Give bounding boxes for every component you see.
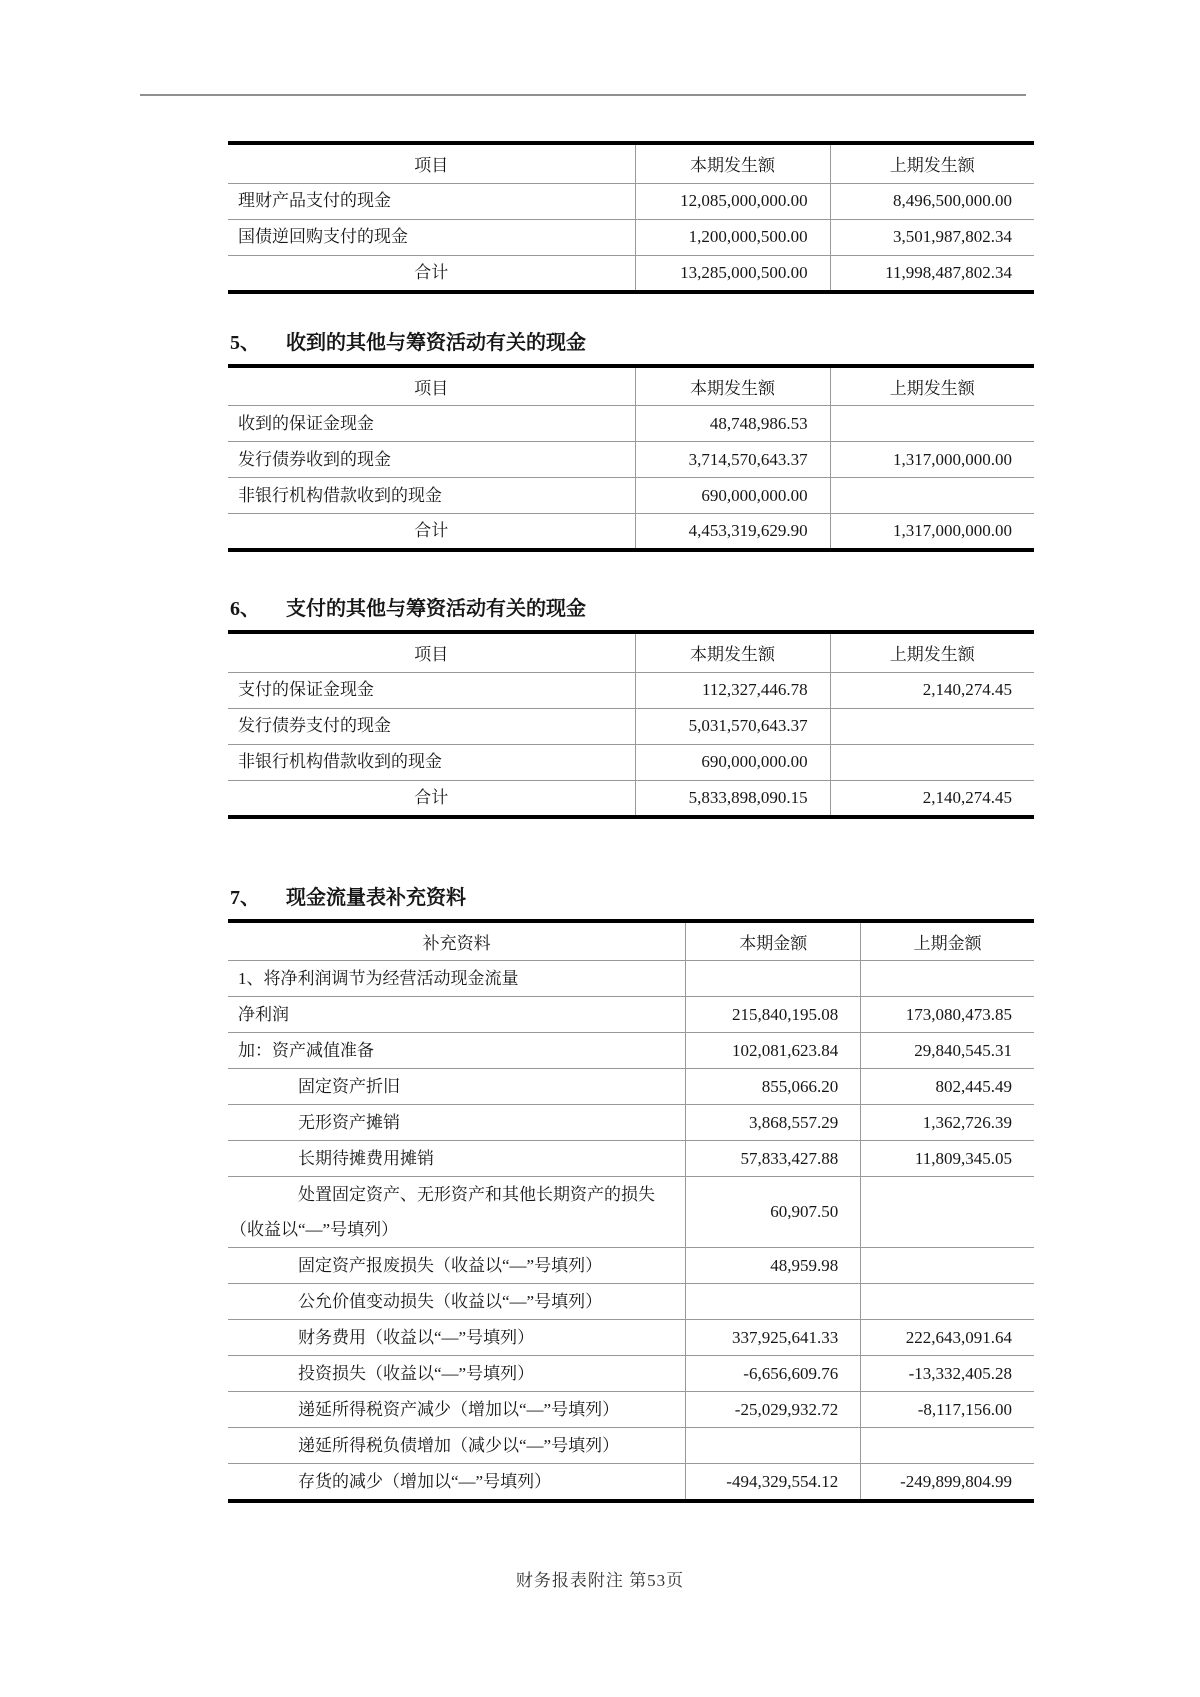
prior-amount: -8,117,156.00	[861, 1392, 1034, 1428]
column-header: 本期发生额	[635, 366, 830, 406]
section-number: 5、	[230, 331, 260, 354]
row-label-text: 支付的保证金现金	[238, 680, 374, 699]
row-label-text: 国债逆回购支付的现金	[238, 227, 408, 246]
row-label-text: 长期待摊费用摊销	[298, 1149, 434, 1168]
table-row	[228, 744, 1034, 780]
prior-amount	[830, 708, 1034, 744]
current-amount: 3,714,570,643.37	[635, 442, 830, 478]
column-header: 项目	[228, 366, 635, 406]
row-label-text: 理财产品支付的现金	[238, 191, 391, 210]
table-row	[228, 1356, 1034, 1392]
section-5-title	[230, 330, 1034, 356]
row-label-text: 处置固定资产、无形资产和其他长期资产的损失	[298, 1185, 655, 1204]
section-title-text: 收到的其他与筹资活动有关的现金	[286, 331, 586, 354]
row-label	[228, 442, 635, 478]
column-header: 项目	[228, 632, 635, 672]
row-label-text: 加：资产减值准备	[238, 1041, 374, 1060]
section-title-text: 支付的其他与筹资活动有关的现金	[286, 598, 586, 620]
prior-amount: 173,080,473.85	[861, 997, 1034, 1033]
table-row	[228, 1069, 1034, 1105]
section-title-text: 现金流量表补充资料	[286, 886, 466, 909]
prior-amount	[861, 1428, 1034, 1464]
current-amount: 48,959.98	[686, 1248, 861, 1284]
current-amount: 13,285,000,500.00	[635, 255, 830, 292]
row-label	[228, 1069, 686, 1105]
section-number: 6、	[230, 598, 260, 620]
row-label	[228, 514, 635, 551]
row-label	[228, 1320, 686, 1356]
prior-amount: 222,643,091.64	[861, 1320, 1034, 1356]
prior-amount: 1,317,000,000.00	[830, 514, 1034, 551]
current-amount: -25,029,932.72	[686, 1392, 861, 1428]
row-label-text: 固定资产折旧	[298, 1077, 400, 1096]
row-label-text: 公允价值变动损失（收益以“—”号填列）	[298, 1292, 603, 1311]
table-row	[228, 1284, 1034, 1320]
column-header: 上期发生额	[830, 366, 1034, 406]
row-label-text: 固定资产报废损失（收益以“—”号填列）	[298, 1256, 603, 1275]
current-amount: 337,925,641.33	[686, 1320, 861, 1356]
row-label	[228, 1392, 686, 1428]
other-cash-paid-financing-table	[228, 630, 1034, 819]
row-label	[228, 961, 686, 997]
table-row	[228, 183, 1034, 219]
row-label	[228, 1141, 686, 1177]
table-row	[228, 1141, 1034, 1177]
current-amount: 112,327,446.78	[635, 672, 830, 708]
current-amount: 215,840,195.08	[686, 997, 861, 1033]
table-row	[228, 406, 1034, 442]
prior-amount: 1,362,726.39	[861, 1105, 1034, 1141]
column-header: 上期发生额	[830, 632, 1034, 672]
prior-amount	[861, 1177, 1034, 1248]
row-label	[228, 255, 635, 292]
row-label	[228, 1105, 686, 1141]
row-label-text: 非银行机构借款收到的现金	[238, 752, 442, 771]
column-header: 本期金额	[686, 921, 861, 961]
prior-amount: 2,140,274.45	[830, 672, 1034, 708]
prior-amount	[830, 478, 1034, 514]
prior-amount: 802,445.49	[861, 1069, 1034, 1105]
row-label	[228, 219, 635, 255]
current-amount: 4,453,319,629.90	[635, 514, 830, 551]
section-6-title	[230, 596, 1034, 622]
header-row	[228, 632, 1034, 672]
table-row	[228, 1248, 1034, 1284]
current-amount: 60,907.50	[686, 1177, 861, 1248]
prior-amount: -249,899,804.99	[861, 1464, 1034, 1502]
row-label-text: 非银行机构借款收到的现金	[238, 485, 442, 505]
row-label-text: 合计	[414, 521, 449, 540]
row-label-text: 发行债券收到的现金	[238, 449, 391, 469]
header-row	[228, 921, 1034, 961]
current-amount: 1,200,000,500.00	[635, 219, 830, 255]
table-row	[228, 478, 1034, 514]
prior-amount: 8,496,500,000.00	[830, 183, 1034, 219]
current-amount: 48,748,986.53	[635, 406, 830, 442]
row-label-text: 收到的保证金现金	[238, 413, 374, 433]
page-header-rule	[140, 94, 1026, 96]
row-label	[228, 1284, 686, 1320]
row-label	[228, 1428, 686, 1464]
table-row	[228, 1320, 1034, 1356]
financing-payments-detail-table	[228, 141, 1034, 294]
current-amount: 690,000,000.00	[635, 478, 830, 514]
row-label	[228, 183, 635, 219]
column-header: 上期发生额	[830, 143, 1034, 183]
prior-amount: 3,501,987,802.34	[830, 219, 1034, 255]
section-7-cash-flow-supplementary	[228, 885, 1034, 1504]
section-financing-payments-continued	[228, 141, 1034, 294]
current-amount: 855,066.20	[686, 1069, 861, 1105]
prior-amount	[861, 1284, 1034, 1320]
row-label-text: 合计	[414, 787, 449, 807]
total-row	[228, 255, 1034, 292]
prior-amount	[830, 744, 1034, 780]
table-row	[228, 442, 1034, 478]
table-row	[228, 672, 1034, 708]
total-row	[228, 780, 1034, 817]
current-amount: 102,081,623.84	[686, 1033, 861, 1069]
table-row	[228, 708, 1034, 744]
current-amount: 5,031,570,643.37	[635, 708, 830, 744]
row-label-text: 净利润	[238, 1005, 289, 1024]
current-amount: 3,868,557.29	[686, 1105, 861, 1141]
current-amount	[686, 961, 861, 997]
row-label	[228, 780, 635, 817]
row-label-text: 无形资产摊销	[298, 1113, 400, 1132]
column-header: 项目	[228, 143, 635, 183]
row-label-text: 1、将净利润调节为经营活动现金流量	[238, 969, 519, 988]
section-5-other-cash-received-financing	[228, 330, 1034, 553]
row-label	[228, 997, 686, 1033]
section-7-title	[230, 885, 1034, 911]
row-label-text: 投资损失（收益以“—”号填列）	[298, 1364, 535, 1383]
current-amount: 12,085,000,000.00	[635, 183, 830, 219]
prior-amount: 29,840,545.31	[861, 1033, 1034, 1069]
current-amount: 57,833,427.88	[686, 1141, 861, 1177]
other-cash-received-financing-table	[228, 364, 1034, 553]
prior-amount: 2,140,274.45	[830, 780, 1034, 817]
row-label-text-line2: （收益以“—”号填列）	[230, 1220, 399, 1239]
table-row	[228, 1105, 1034, 1141]
table-row	[228, 1177, 1034, 1248]
current-amount	[686, 1428, 861, 1464]
row-label-text: 递延所得税负债增加（减少以“—”号填列）	[298, 1436, 620, 1455]
row-label	[228, 1356, 686, 1392]
row-label	[228, 672, 635, 708]
current-amount: 5,833,898,090.15	[635, 780, 830, 817]
page-content	[228, 141, 1034, 1503]
prior-amount: -13,332,405.28	[861, 1356, 1034, 1392]
cash-flow-supplementary-table	[228, 919, 1034, 1504]
row-label-text: 发行债券支付的现金	[238, 716, 391, 735]
prior-amount: 11,998,487,802.34	[830, 255, 1034, 292]
section-6-other-cash-paid-financing	[228, 596, 1034, 819]
current-amount: 690,000,000.00	[635, 744, 830, 780]
header-row	[228, 143, 1034, 183]
table-row	[228, 1464, 1034, 1502]
table-row	[228, 961, 1034, 997]
column-header: 本期发生额	[635, 143, 830, 183]
table-row	[228, 1033, 1034, 1069]
row-label	[228, 478, 635, 514]
current-amount: -494,329,554.12	[686, 1464, 861, 1502]
prior-amount	[830, 406, 1034, 442]
row-label	[228, 744, 635, 780]
current-amount	[686, 1284, 861, 1320]
row-label	[228, 406, 635, 442]
total-row	[228, 514, 1034, 551]
column-header: 补充资料	[228, 921, 686, 961]
prior-amount	[861, 1248, 1034, 1284]
section-number: 7、	[230, 886, 260, 909]
row-label	[228, 1177, 686, 1248]
row-label-text: 递延所得税资产减少（增加以“—”号填列）	[298, 1400, 620, 1419]
row-label	[228, 708, 635, 744]
row-label-text: 存货的减少（增加以“—”号填列）	[298, 1472, 552, 1491]
table-row	[228, 1428, 1034, 1464]
table-row	[228, 997, 1034, 1033]
column-header: 上期金额	[861, 921, 1034, 961]
current-amount: -6,656,609.76	[686, 1356, 861, 1392]
row-label-text: 合计	[414, 262, 449, 282]
row-label-text: 财务费用（收益以“—”号填列）	[298, 1328, 535, 1347]
row-label	[228, 1464, 686, 1502]
prior-amount: 11,809,345.05	[861, 1141, 1034, 1177]
row-label	[228, 1033, 686, 1069]
column-header: 本期发生额	[635, 632, 830, 672]
prior-amount	[861, 961, 1034, 997]
table-row	[228, 219, 1034, 255]
page-footer: 财务报表附注 第53页	[515, 1571, 685, 1590]
header-row	[228, 366, 1034, 406]
table-row	[228, 1392, 1034, 1428]
row-label	[228, 1248, 686, 1284]
prior-amount: 1,317,000,000.00	[830, 442, 1034, 478]
